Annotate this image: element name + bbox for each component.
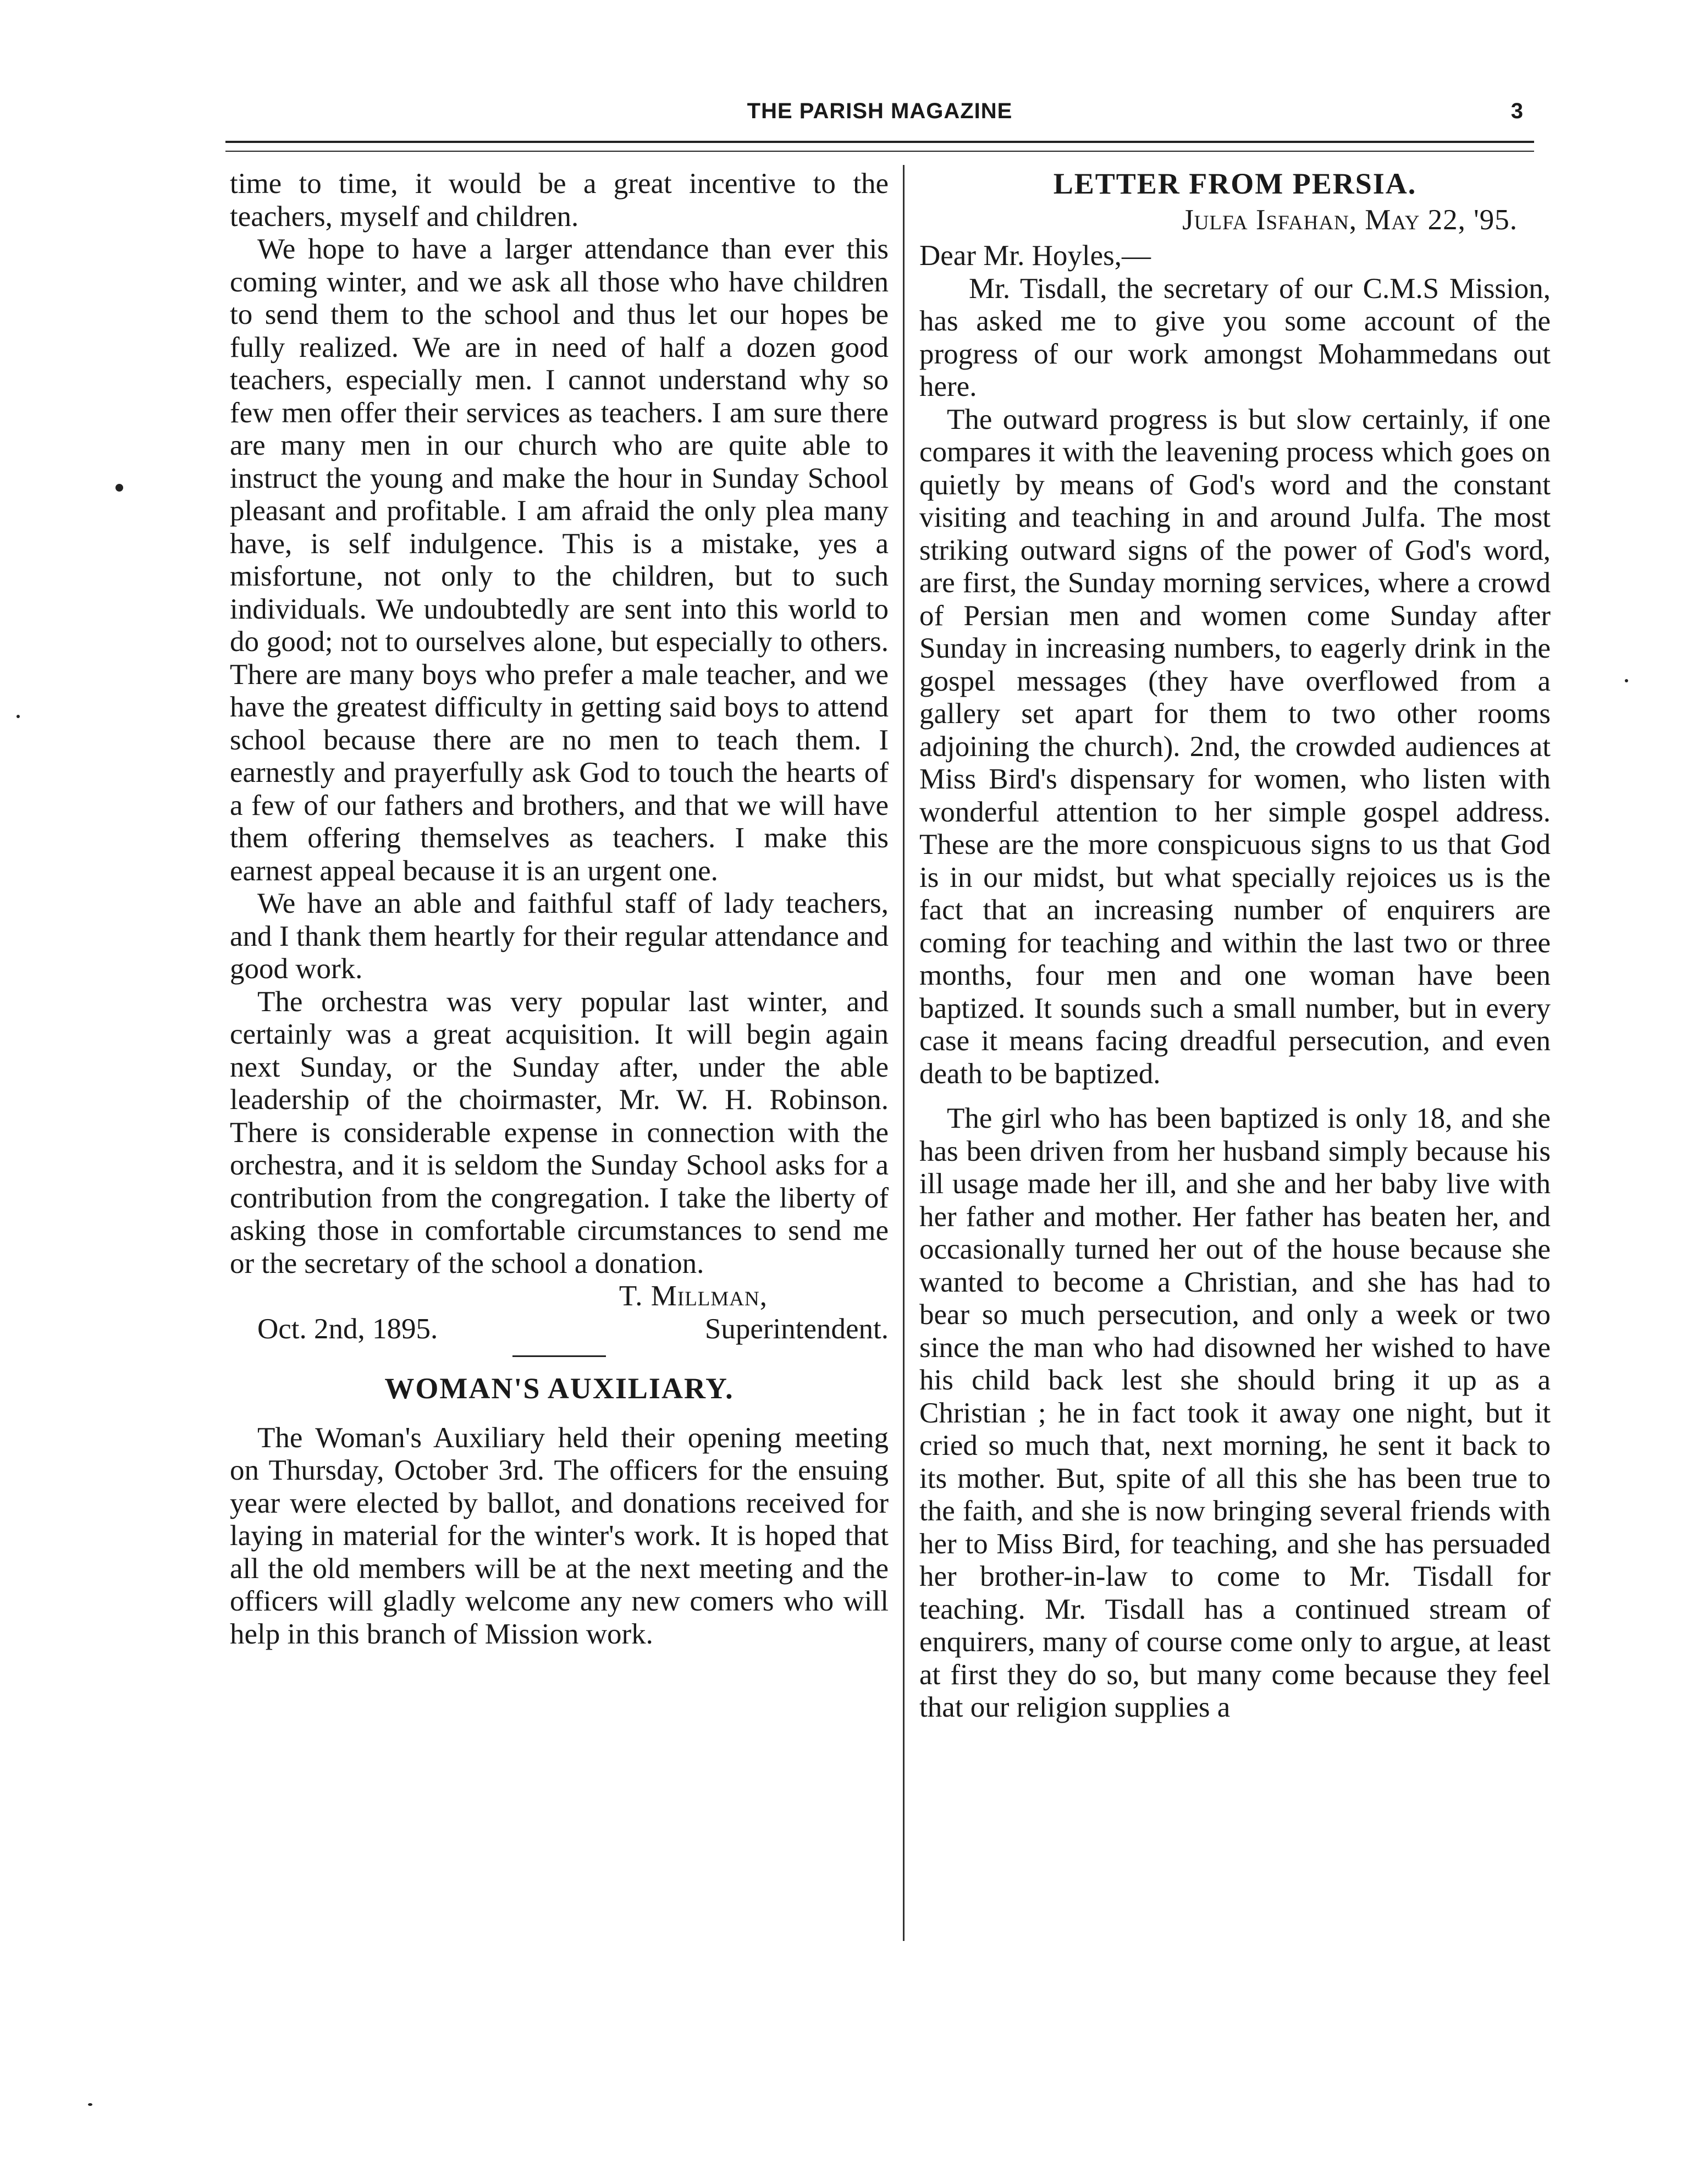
article-paragraph: The Woman's Auxiliary held their opening meeting on Thursday, October 3rd. The officers for the ensuing year were elected by ballot, and donations received for laying in material for the winter's work. It is hoped that all the old members will be at the next meeting and the officers will gladly welcome any new comers who will help in this branch of Mission work. (230, 1421, 889, 1650)
article-paragraph: Mr. Tisdall, the secretary of our C.M.S Mission, has asked me to give you some account of the progress of our work amongst Mohammedans out here. (919, 272, 1551, 402)
header-rule-thin (225, 151, 1534, 152)
print-speck (16, 715, 20, 718)
letter-salutation: Dear Mr. Hoyles,— (919, 240, 1151, 272)
signature-name: T. Millman, (619, 1280, 768, 1312)
column-divider (903, 165, 905, 1941)
letter-heading: LETTER FROM PERSIA. (1053, 167, 1417, 200)
section-heading: WOMAN'S AUXILIARY. (384, 1372, 734, 1405)
running-title: THE PARISH MAGAZINE (747, 99, 1013, 123)
signature-date-line (230, 1313, 889, 1346)
section-divider-rule (512, 1355, 606, 1357)
article-paragraph: We have an able and faithful staff of lady teachers, and I thank them heartly for their regular attendance and good work. (230, 887, 889, 985)
header-rule-thick (225, 141, 1534, 143)
print-speck (88, 2103, 92, 2106)
signature-name-line (230, 1280, 889, 1313)
article-paragraph: The outward progress is but slow certainly, if one compares it with the leavening process which goes on quietly by means of God's word and the constant visiting and teaching in and around Julfa. The most striking outward signs of the power of God's word, are first, the Sunday morning services, where a crowd of Persian men and women come Sunday after Sunday in increasing numbers, to eagerly drink in the gospel messages (they have overflowed from a gallery set apart for them to two other rooms adjoining the church). 2nd, the crowded audiences at Miss Bird's dispensary for women, who listen with wonderful attention to her simple gospel address. These are the more conspicuous signs to us that God is in our midst, but what specially rejoices us is the fact that an increasing number of enquirers are coming for teaching and within the last two or three months, four men and one woman have been baptized. It sounds such a small number, but in every case it means facing dreadful persecution, and even death to be baptized. (919, 403, 1551, 1090)
print-speck (115, 484, 123, 492)
letter-dateline: Julfa Isfahan, May 22, '95. (1182, 203, 1518, 236)
page-header (225, 99, 1534, 137)
article-paragraph: The girl who has been baptized is only 18, and she has been driven from her husband simply because his ill usage made her ill, and she and her baby live with her father and mother. Her father has beaten her, and occasionally turned her out of the house because she wanted to become a Christian, and she has had to bear so much persecution, and only a week or two since the man who had disowned her wished to have his child back lest she should bring it up as a Christian ; he in fact took it away one night, but it cried so much that, next morning, he sent it back to its mother. But, spite of all this she has been true to the faith, and she is now bringing several friends with her to Miss Bird, for teaching, and she has persuaded her brother-in-law to come to Mr. Tisdall for teaching. Mr. Tisdall has a continued stream of enquirers, many of course come only to argue, at least at first they do so, but many come because they feel that our religion supplies a (919, 1102, 1551, 1723)
left-column (230, 168, 889, 1651)
print-speck (1625, 679, 1628, 682)
womans-auxiliary-article (230, 1372, 889, 1651)
article-paragraph: The orchestra was very popular last winter, and certainly was a great acquisition. It will begin again next Sunday, or the Sunday after, under the able leadership of the choirmaster, Mr. W. H. Robinson. There is considerable expense in connection with the orchestra, and it is seldom the Sunday School asks for a contribution from the congregation. I take the liberty of asking those in comfortable circumstances to send me or the secretary of the school a donation. (230, 985, 889, 1279)
article-paragraph: We hope to have a larger attendance than ever this coming winter, and we ask all those who have children to send them to the school and thus let our hopes be fully realized. We are in need of half a dozen good teachers, especially men. I cannot understand why so few men offer their services as teachers. I am sure there are many men in our church who are quite able to instruct the young and make the hour in Sunday School pleasant and profitable. I am afraid the only plea many have, is self indulgence. This is a mistake, yes a misfortune, not only to the children, but to such individuals. We undoubtedly are sent into this world to do good; not to ourselves alone, but especially to others. There are many boys who prefer a male teacher, and we have the greatest difficulty in getting said boys to attend school because there are no men to teach them. I earnestly and prayerfully ask God to touch the hearts of a few of our fathers and brothers, and that we will have them offering themselves as teachers. I make this earnest appeal because it is an urgent one. (230, 233, 889, 887)
right-column (919, 168, 1551, 1724)
letter-from-persia-article (919, 168, 1551, 1724)
signature-date: Oct. 2nd, 1895. (257, 1312, 438, 1345)
sunday-school-article (230, 168, 889, 1345)
signature-title: Superintendent. (704, 1312, 889, 1345)
article-paragraph: time to time, it would be a great incentive to the teachers, myself and children. (230, 168, 889, 233)
page-number: 3 (1510, 99, 1523, 123)
